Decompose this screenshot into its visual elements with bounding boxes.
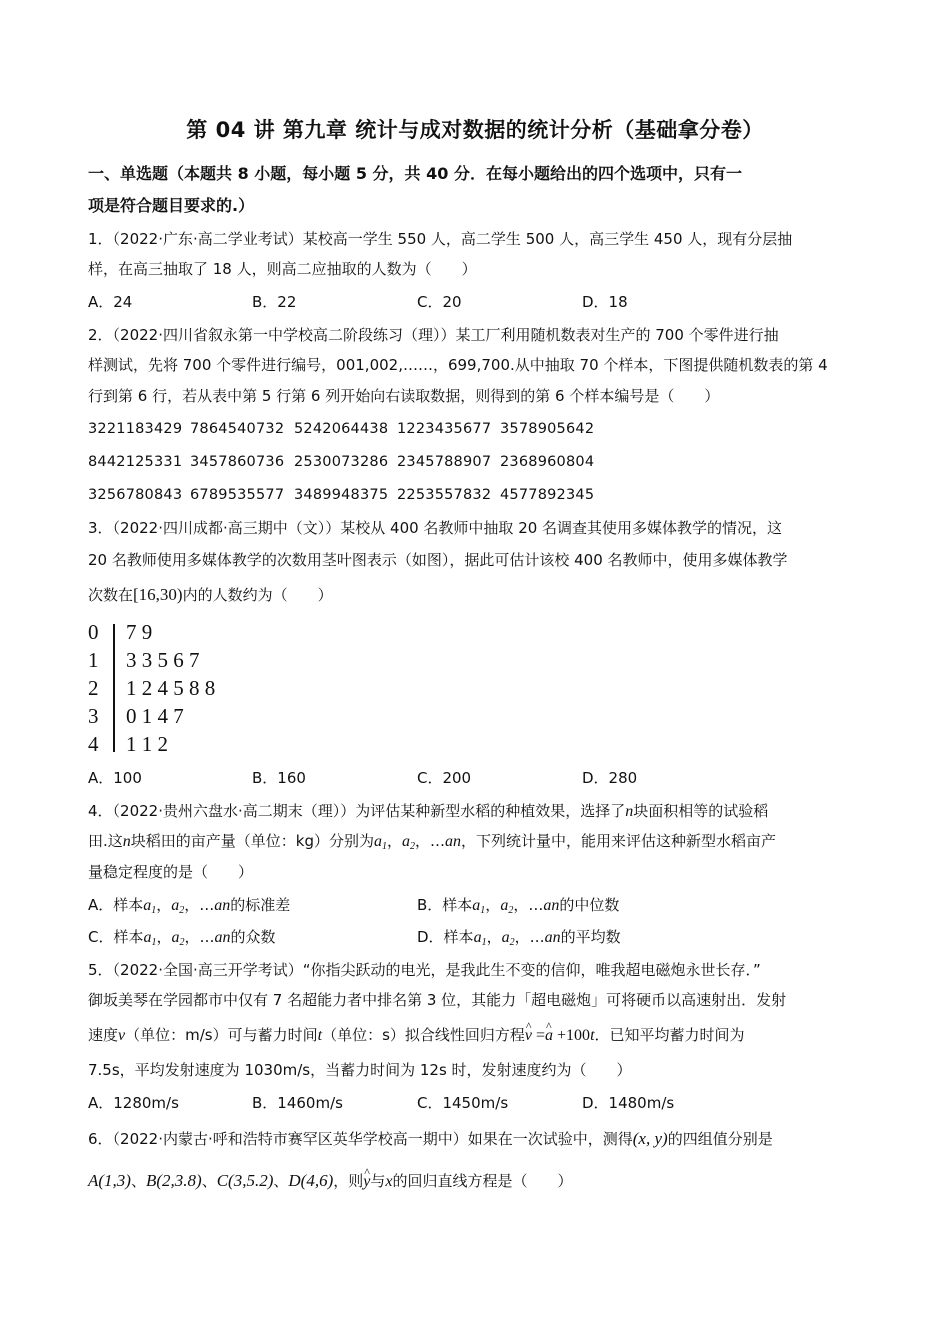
q4-line2-mid: 块稻田的亩产量（单位：kg）分别为	[130, 832, 374, 850]
var-t: t	[317, 1027, 323, 1044]
ellipsis: ，…	[415, 832, 446, 850]
q4-line3: 量稳定程度的是（ ）	[88, 863, 254, 881]
opt-pre: C．样本	[88, 928, 144, 946]
table-cell: 4577892345	[500, 487, 595, 503]
q5-line3-c: （单位：s）拟合线性回归方程	[322, 1026, 525, 1044]
q5-line1: 5．（2022·全国·高三开学考试）“你指尖跃动的电光，是我此生不变的信仰，唯我超电磁炮永世长存．”	[88, 961, 761, 979]
opt-pre: D．样本	[417, 928, 474, 946]
q1-line1: 1．（2022·广东·高二学业考试）某校高一学生 550 人，高二学生 500 人，高三学生 450 人，现有分层抽	[88, 230, 793, 248]
var-a-hat: ^ a	[545, 1025, 553, 1047]
interval-notation: [16,30)	[133, 585, 183, 604]
var-y-hat: ^ y	[363, 1171, 370, 1193]
q3-line1: 3．（2022·四川成都·高三期中（文））某校从 400 名教师中抽取 20 名调查其使用多媒体教学的情况，这	[88, 519, 783, 537]
q4-line2-pre: 田.这	[88, 832, 123, 850]
q4-option-d	[417, 926, 621, 954]
q6-line2-post: 的回归直线方程是（ ）	[392, 1172, 573, 1190]
stem-value: 4	[88, 732, 99, 756]
point-c: C(3,5.2)	[216, 1171, 274, 1190]
var-x: x	[385, 1173, 393, 1190]
var-a: a	[472, 897, 481, 914]
q4-option-c	[88, 926, 276, 954]
q3-line3-pre: 次数在	[88, 586, 134, 604]
ellipsis: ，…	[184, 928, 215, 946]
q5-line3-d: ．已知平均蓄力时间为	[594, 1026, 745, 1044]
section-heading-line1: 一、单选题（本题共 8 小题，每小题 5 分，共 40 分．在每小题给出的四个选项中，只有一	[88, 164, 742, 183]
leaf-values: 7 9	[126, 620, 153, 644]
q5-line3	[88, 1024, 858, 1047]
subscript: 2	[509, 937, 515, 948]
q5-option-c: C．1450m/s	[417, 1094, 509, 1112]
opt-pre: A．样本	[88, 896, 144, 914]
q5-line3-a: 速度	[88, 1026, 119, 1044]
leaf-values: 1 2 4 5 8 8	[126, 676, 216, 700]
q5-option-d: D．1480m/s	[582, 1094, 675, 1112]
table-cell: 7864540732	[190, 421, 285, 437]
equals-sign: =	[532, 1027, 546, 1044]
q1-line2: 样，在高三抽取了 18 人，则高二应抽取的人数为（ ）	[88, 260, 477, 278]
leaf-values: 0 1 4 7	[126, 704, 184, 728]
table-cell: 1223435677	[397, 421, 492, 437]
var-an: an	[445, 833, 462, 850]
section-heading-line2: 项是符合题目要求的.）	[88, 196, 255, 215]
ellipsis: ，…	[513, 896, 544, 914]
point-d: D(4,6)	[288, 1171, 334, 1190]
opt-post: 的众数	[230, 928, 276, 946]
page-title: 第 04 讲 第九章 统计与成对数据的统计分析（基础拿分卷）	[186, 118, 764, 142]
stem-value: 1	[88, 648, 99, 672]
stem-value: 0	[88, 620, 99, 644]
leaf-values: 3 3 5 6 7	[126, 648, 200, 672]
q2-line1: 2．（2022·四川省叙永第一中学校高二阶段练习（理））某工厂利用随机数表对生产的 700 个零件进行抽	[88, 326, 779, 344]
table-cell: 3256780843	[88, 487, 183, 503]
var-a: a	[500, 897, 509, 914]
opt-pre: B．样本	[417, 896, 473, 914]
leaf-values: 1 1 2	[126, 732, 168, 756]
subscript: 2	[410, 841, 416, 852]
table-cell: 3221183429	[88, 421, 183, 437]
q1-option-b: B．22	[252, 293, 297, 311]
separator: 、	[201, 1172, 217, 1190]
var-an: an	[543, 897, 560, 914]
subscript: 2	[179, 937, 185, 948]
q3-option-a: A．100	[88, 769, 142, 787]
then-word: ，则	[333, 1172, 364, 1190]
q1-option-d: D．18	[582, 293, 628, 311]
comma: ，	[387, 832, 403, 850]
var-a: a	[501, 929, 510, 946]
q5-option-b: B．1460m/s	[252, 1094, 343, 1112]
var-an: an	[544, 929, 561, 946]
table-cell: 5242064438	[294, 421, 389, 437]
table-cell: 2253557832	[397, 487, 492, 503]
q2-line3: 行到第 6 行，若从表中第 5 行第 6 列开始向右读取数据，则得到的第 6 个样本编号是（ ）	[88, 387, 720, 405]
comma: ，	[156, 928, 172, 946]
var-an: an	[214, 897, 231, 914]
q3-line3-post: 内的人数约为（ ）	[182, 586, 333, 604]
q5-line3-b: （单位：m/s）可与蓄力时间	[125, 1026, 318, 1044]
var-v: v	[118, 1027, 126, 1044]
var-n: n	[625, 803, 634, 820]
opt-post: 的平均数	[560, 928, 621, 946]
var-a: a	[374, 833, 382, 850]
xy-pair: (x, y)	[632, 1129, 668, 1148]
q4-line1-pre: 4．（2022·贵州六盘水·高二期末（理））为评估某种新型水稻的种植效果，选择了	[88, 802, 626, 820]
subscript: 1	[151, 905, 157, 916]
ellipsis: ，…	[184, 896, 215, 914]
subscript: 1	[382, 841, 387, 852]
table-cell: 2530073286	[294, 454, 389, 470]
comma: ，	[486, 928, 502, 946]
stem-value: 2	[88, 676, 99, 700]
separator: 、	[273, 1172, 289, 1190]
q4-line2	[88, 830, 858, 858]
q6-line2	[88, 1170, 858, 1193]
separator: 、	[130, 1172, 146, 1190]
stem-divider	[113, 624, 115, 752]
opt-post: 的中位数	[559, 896, 620, 914]
q6-line1-pre: 6．（2022·内蒙古·呼和浩特市赛罕区英华学校高一期中）如果在一次试验中，测得	[88, 1130, 633, 1148]
subscript: 1	[480, 905, 486, 916]
subscript: 1	[151, 937, 157, 948]
opt-post: 的标准差	[230, 896, 291, 914]
q1-option-c: C．20	[417, 293, 462, 311]
var-a: a	[171, 897, 180, 914]
q3-line2: 20 名教师使用多媒体教学的次数用茎叶图表示（如图），据此可估计该校 400 名教师中，使用多媒体教学	[88, 551, 788, 569]
q5-line2: 御坂美琴在学园都市中仅有 7 名超能力者中排名第 3 位，其能力「超电磁炮」可将硬币以高速射出．发射	[88, 991, 787, 1009]
table-cell: 2368960804	[500, 454, 595, 470]
var-t: t	[590, 1027, 595, 1044]
var-a: a	[473, 929, 482, 946]
q4-line1-post: 块面积相等的试验稻	[633, 802, 769, 820]
table-cell: 3489948375	[294, 487, 389, 503]
q3-option-b: B．160	[252, 769, 306, 787]
q6-line1-post: 的四组值分别是	[667, 1130, 773, 1148]
plus-term: +100	[553, 1027, 591, 1044]
table-cell: 3457860736	[190, 454, 285, 470]
q6-line1	[88, 1128, 858, 1150]
table-cell: 6789535577	[190, 487, 285, 503]
subscript: 2	[508, 905, 514, 916]
table-cell: 3578905642	[500, 421, 595, 437]
var-a: a	[143, 929, 152, 946]
subscript: 1	[481, 937, 487, 948]
q5-option-a: A．1280m/s	[88, 1094, 179, 1112]
var-a: a	[171, 929, 180, 946]
subscript: 2	[179, 905, 185, 916]
q4-line2-post: ，下列统计量中，能用来评估这种新型水稻亩产	[461, 832, 777, 850]
q4-option-b	[417, 894, 619, 922]
q4-option-a	[88, 894, 290, 922]
stem-value: 3	[88, 704, 99, 728]
q2-line2: 样测试，先将 700 个零件进行编号，001,002,……，699,700.从中抽取 70 个样本，下图提供随机数表的第 4	[88, 356, 828, 374]
point-b: B(2,3.8)	[145, 1171, 202, 1190]
var-v-hat: ^ v	[525, 1025, 532, 1047]
q3-line3	[88, 584, 858, 606]
q1-option-a: A．24	[88, 293, 133, 311]
var-n: n	[122, 833, 131, 850]
q3-option-d: D．280	[582, 769, 638, 787]
comma: ，	[156, 896, 172, 914]
table-cell: 2345788907	[397, 454, 492, 470]
q4-line1	[88, 800, 858, 823]
comma: ，	[485, 896, 501, 914]
q3-option-c: C．200	[417, 769, 472, 787]
var-a: a	[143, 897, 152, 914]
q5-line4: 7.5s，平均发射速度为 1030m/s，当蓄力时间为 12s 时，发射速度约为（ ）	[88, 1061, 632, 1079]
with-word: 与	[370, 1172, 386, 1190]
ellipsis: ，…	[514, 928, 545, 946]
table-cell: 8442125331	[88, 454, 183, 470]
var-a: a	[402, 833, 411, 850]
var-an: an	[214, 929, 231, 946]
point-a: A(1,3)	[88, 1171, 131, 1190]
